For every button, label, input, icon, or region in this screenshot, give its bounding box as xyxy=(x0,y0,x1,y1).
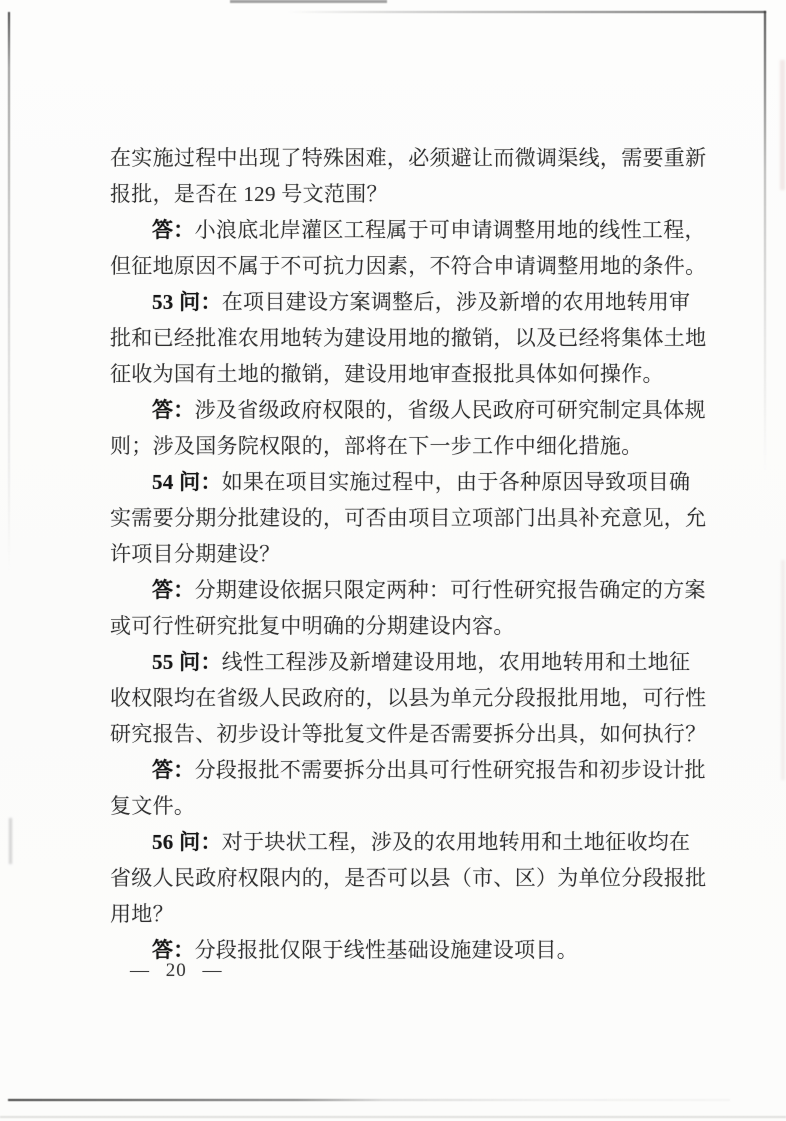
question-53-label: 53 问： xyxy=(152,290,222,314)
answer-label: 答： xyxy=(152,218,195,242)
scan-artifact-right-smudge xyxy=(781,560,785,780)
text-line xyxy=(110,356,682,392)
line-text: 分期建设依据只限定两种：可行性研究报告确定的方案 xyxy=(194,578,706,602)
answer-label: 答： xyxy=(152,938,195,962)
text-line xyxy=(110,320,707,356)
scan-artifact-frame-horizontal xyxy=(288,11,766,13)
text-line xyxy=(110,572,706,608)
page-number: — 20 — xyxy=(130,960,223,981)
text-line xyxy=(110,464,691,500)
text-line xyxy=(110,788,682,824)
text-line xyxy=(110,644,691,680)
line-text: 在实施过程中出现了特殊困难，必须避让而微调渠线，需要重新 xyxy=(110,146,707,170)
line-text: 许项目分期建设？ xyxy=(110,542,281,566)
line-text: 但征地原因不属于不可抗力因素，不符合申请调整用地的条件。 xyxy=(110,254,707,278)
text-line xyxy=(110,608,682,644)
line-text: 收权限均在省级人民政府的，以县为单元分段报批用地，可行性 xyxy=(110,686,707,710)
scan-artifact-left-line xyxy=(8,12,10,572)
text-line xyxy=(110,716,707,752)
line-text: 对于块状工程，涉及的农用地转用和土地征收均在 xyxy=(221,830,691,854)
answer-label: 答： xyxy=(152,398,195,422)
line-text: 则；涉及国务院权限的，部将在下一步工作中细化措施。 xyxy=(110,434,643,458)
line-text: 用地？ xyxy=(110,902,174,926)
text-line xyxy=(110,752,706,788)
line-text: 研究报告、初步设计等批复文件是否需要拆分出具，如何执行？ xyxy=(110,722,707,746)
question-56-label: 56 问： xyxy=(152,830,222,854)
line-text: 在项目建设方案调整后，涉及新增的农用地转用审 xyxy=(221,290,691,314)
line-text: 批和已经批准农用地转为建设用地的撤销，以及已经将集体土地 xyxy=(110,326,707,350)
text-line xyxy=(110,500,707,536)
line-text: 征收为国有土地的撤销，建设用地审查报批具体如何操作。 xyxy=(110,362,664,386)
answer-label: 答： xyxy=(152,758,195,782)
scan-artifact-right-smudge xyxy=(780,60,785,190)
text-line xyxy=(110,860,707,896)
text-line xyxy=(110,536,682,572)
line-text: 小浪底北岸灌区工程属于可申请调整用地的线性工程， xyxy=(194,218,706,242)
question-55-label: 55 问： xyxy=(152,650,222,674)
text-line xyxy=(110,140,707,176)
line-text: 线性工程涉及新增建设用地，农用地转用和土地征 xyxy=(221,650,691,674)
scan-artifact-top-edge xyxy=(230,0,387,3)
line-text: 实需要分期分批建设的，可否由项目立项部门出具补充意见，允 xyxy=(110,506,707,530)
text-line xyxy=(110,248,707,284)
line-text: 或可行性研究批复中明确的分期建设内容。 xyxy=(110,614,515,638)
scan-artifact-left-smudge xyxy=(9,818,12,864)
line-text: 如果在项目实施过程中，由于各种原因导致项目确 xyxy=(221,470,691,494)
answer-label: 答： xyxy=(152,578,195,602)
line-text: 省级人民政府权限内的，是否可以县（市、区）为单位分段报批 xyxy=(110,866,707,890)
text-line xyxy=(110,896,682,932)
line-text: 复文件。 xyxy=(110,794,196,818)
scan-artifact-bottom-line xyxy=(8,1099,730,1101)
document-text-block xyxy=(110,140,707,968)
line-text: 分段报批不需要拆分出具可行性研究报告和初步设计批 xyxy=(194,758,706,782)
text-line xyxy=(110,284,691,320)
text-line xyxy=(110,392,706,428)
scan-artifact-frame-vertical xyxy=(764,11,766,471)
line-text: 涉及省级政府权限的，省级人民政府可研究制定具体规 xyxy=(194,398,706,422)
text-line xyxy=(110,176,682,212)
text-line xyxy=(110,824,691,860)
question-54-label: 54 问： xyxy=(152,470,222,494)
text-line xyxy=(110,680,707,716)
line-text: 分段报批仅限于线性基础设施建设项目。 xyxy=(194,938,579,962)
text-line xyxy=(110,212,706,248)
line-text: 报批，是否在 129 号文范围？ xyxy=(110,182,388,206)
text-line xyxy=(110,428,682,464)
scan-artifact-bottom-edge xyxy=(0,1116,786,1118)
